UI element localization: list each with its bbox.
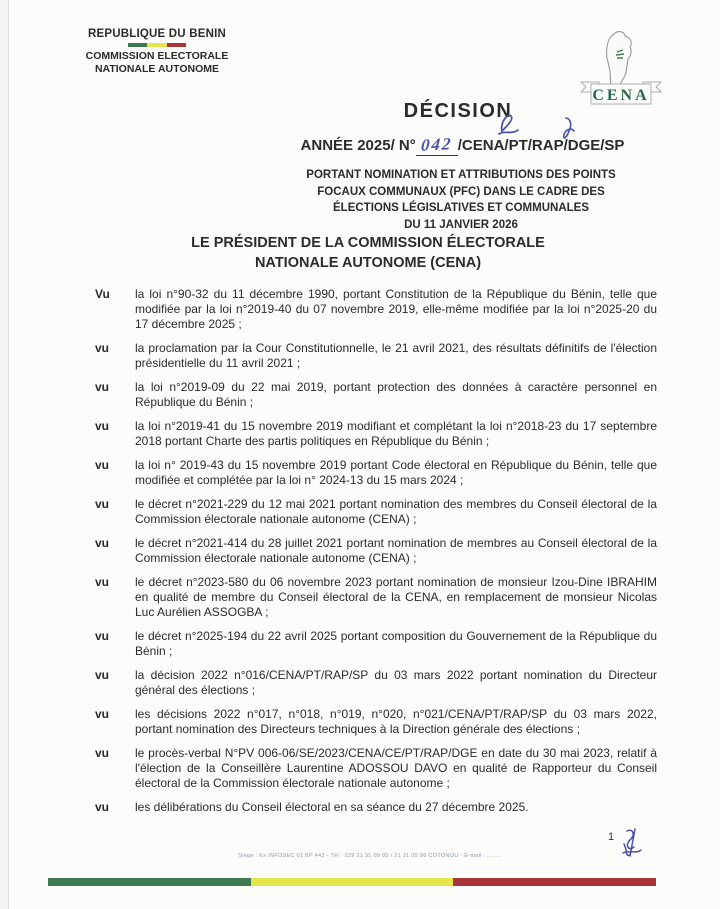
ref-prefix: ANNÉE 2025/ N° <box>300 137 416 154</box>
cena-logo-text: CENA <box>592 87 650 104</box>
subject-line-2: FOCAUX COMMUNAUX (PFC) DANS LE CADRE DES <box>317 185 605 198</box>
visa-item <box>95 629 657 659</box>
page-number: 1 <box>608 831 615 843</box>
benin-map-icon <box>606 32 631 90</box>
ink-paraph-right-icon <box>560 114 578 144</box>
visa-text: la décision 2022 n°016/CENA/PT/RAP/SP du 03 mars 2022 portant nomination du Directeur général des élections ; <box>135 668 657 697</box>
visa-label: vu <box>95 746 110 760</box>
decision-title: DÉCISION <box>403 100 513 122</box>
flag-green-segment <box>48 878 251 886</box>
visa-text: le décret n°2023-580 du 06 novembre 2023 portant nomination de monsieur Izou-Dine IBRAHIM en qualité de membre du Conseil électoral de la CENA, en remplacement de monsieur Nicolas Luc Aurélien ASSOGBA ; <box>135 575 657 619</box>
flag-yellow-segment <box>147 43 166 47</box>
visa-text: la loi n°2019-41 du 15 novembre 2019 modifiant et complétant la loi n°2018-23 du 17 septembre 2018 portant Charte des partis politiques en République du Bénin ; <box>135 419 657 448</box>
decision-subject <box>280 167 642 233</box>
visa-item <box>95 536 657 566</box>
visa-text: la proclamation par la Cour Constitutionnelle, le 21 avril 2021, des résultats définitifs de l'élection présidentielle du 11 avril 2021 ; <box>135 341 657 370</box>
visa-text: la loi n°2019-09 du 22 mai 2019, portant protection des données à caractère personnel en République du Bénin ; <box>135 380 657 409</box>
visa-item <box>95 707 657 737</box>
handwritten-number-blank <box>416 135 458 156</box>
visa-text: le décret n°2025-194 du 22 avril 2025 portant composition du Gouvernement de la République du Bénin ; <box>135 629 657 658</box>
subject-line-3: ÉLECTIONS LÉGISLATIVES ET COMMUNALES <box>333 202 589 214</box>
visa-text: le procès-verbal N°PV 006-06/SE/2023/CENA/CE/PT/RAP/DGE en date du 30 mai 2023, relatif à l'élection de la Conseillère Laurentine ADOSSOU DAVO en qualité de Rapporteur du Conseil électoral de la Commission électorale nationale autonome ; <box>135 746 657 790</box>
visa-item <box>95 287 657 332</box>
footer-contact-line: Siège : Ex INFOSEC 01 BP 443 - Tél : 229 21 31 09 85 / 21 31 09 86 COTONOU - E-mail : ........ <box>238 853 502 859</box>
visa-label: Vu <box>95 287 110 301</box>
flag-yellow-segment <box>251 878 454 886</box>
visa-label: vu <box>95 419 110 433</box>
authority-line-2: NATIONALE AUTONOME (CENA) <box>254 255 482 271</box>
handwritten-number: 042 <box>420 134 454 155</box>
visa-item <box>95 380 657 410</box>
visa-label: vu <box>95 380 110 394</box>
visa-label: vu <box>95 629 110 643</box>
cena-logo <box>575 28 667 110</box>
flag-red-segment <box>167 43 186 47</box>
ref-suffix: /CENA/PT/RAP/DGE/SP <box>457 137 625 154</box>
subject-line-4: DU 11 JANVIER 2026 <box>404 218 518 231</box>
flag-red-segment <box>453 878 656 886</box>
visa-label: vu <box>95 497 110 511</box>
country-title: REPUBLIQUE DU BENIN <box>88 28 226 40</box>
scan-edge-strip <box>0 0 8 909</box>
visa-item <box>95 419 657 449</box>
footer-flag-bar <box>48 878 656 886</box>
organization-name-line2: NATIONALE AUTONOME <box>94 63 220 75</box>
visa-text: les délibérations du Conseil électoral en sa séance du 27 décembre 2025. <box>135 800 529 814</box>
visa-item <box>95 575 657 620</box>
visa-label: vu <box>95 800 110 814</box>
visa-label: vu <box>95 536 110 550</box>
visa-text: la loi n°90-32 du 11 décembre 1990, portant Constitution de la République du Bénin, telle que modifiée par la loi n°2019-40 du 07 novembre 2019, elle-même modifiée par la loi n°2025-20 du 17 décembre 2025 ; <box>135 287 657 331</box>
visa-label: vu <box>95 458 110 472</box>
visa-item <box>95 497 657 527</box>
reference-line <box>240 135 685 156</box>
scan-edge-line <box>8 0 9 909</box>
flag-green-segment <box>128 43 147 47</box>
letterhead <box>80 28 234 76</box>
visa-label: vu <box>95 575 110 589</box>
visa-item <box>95 800 657 815</box>
visa-item <box>95 668 657 698</box>
ink-paraph-left-icon <box>497 110 521 138</box>
visa-item <box>95 341 657 371</box>
visa-label: vu <box>95 668 110 682</box>
visa-item <box>95 746 657 791</box>
visa-label: vu <box>95 341 110 355</box>
visa-text: la loi n° 2019-43 du 15 novembre 2019 portant Code électoral en République du Bénin, telle que modifiée et complétée par la loi n° 2024-13 du 15 mars 2024 ; <box>135 458 657 487</box>
authority-line-1: LE PRÉSIDENT DE LA COMMISSION ÉLECTORALE <box>191 235 545 251</box>
organization-name-line1: COMMISSION ELECTORALE <box>85 50 229 62</box>
visa-item <box>95 458 657 488</box>
visa-label: vu <box>95 707 110 721</box>
benin-flag-bar <box>128 43 186 47</box>
subject-line-1: PORTANT NOMINATION ET ATTRIBUTIONS DES POINTS <box>306 169 616 181</box>
visas-list <box>95 287 657 824</box>
visa-text: le décret n°2021-229 du 12 mai 2021 portant nomination des membres du Conseil électoral de la Commission électorale nationale autonome (CENA) ; <box>135 497 657 526</box>
authority-title <box>108 233 628 273</box>
visa-text: le décret n°2021-414 du 28 juillet 2021 portant nomination de membres au Conseil électoral de la Commission électorale nationale autonome (CENA) ; <box>135 536 657 565</box>
visa-text: les décisions 2022 n°017, n°018, n°019, n°020, n°021/CENA/PT/RAP/SP du 03 mars 2022, portant nomination des Directeurs techniques à la Direction générale des élections ; <box>135 707 657 736</box>
